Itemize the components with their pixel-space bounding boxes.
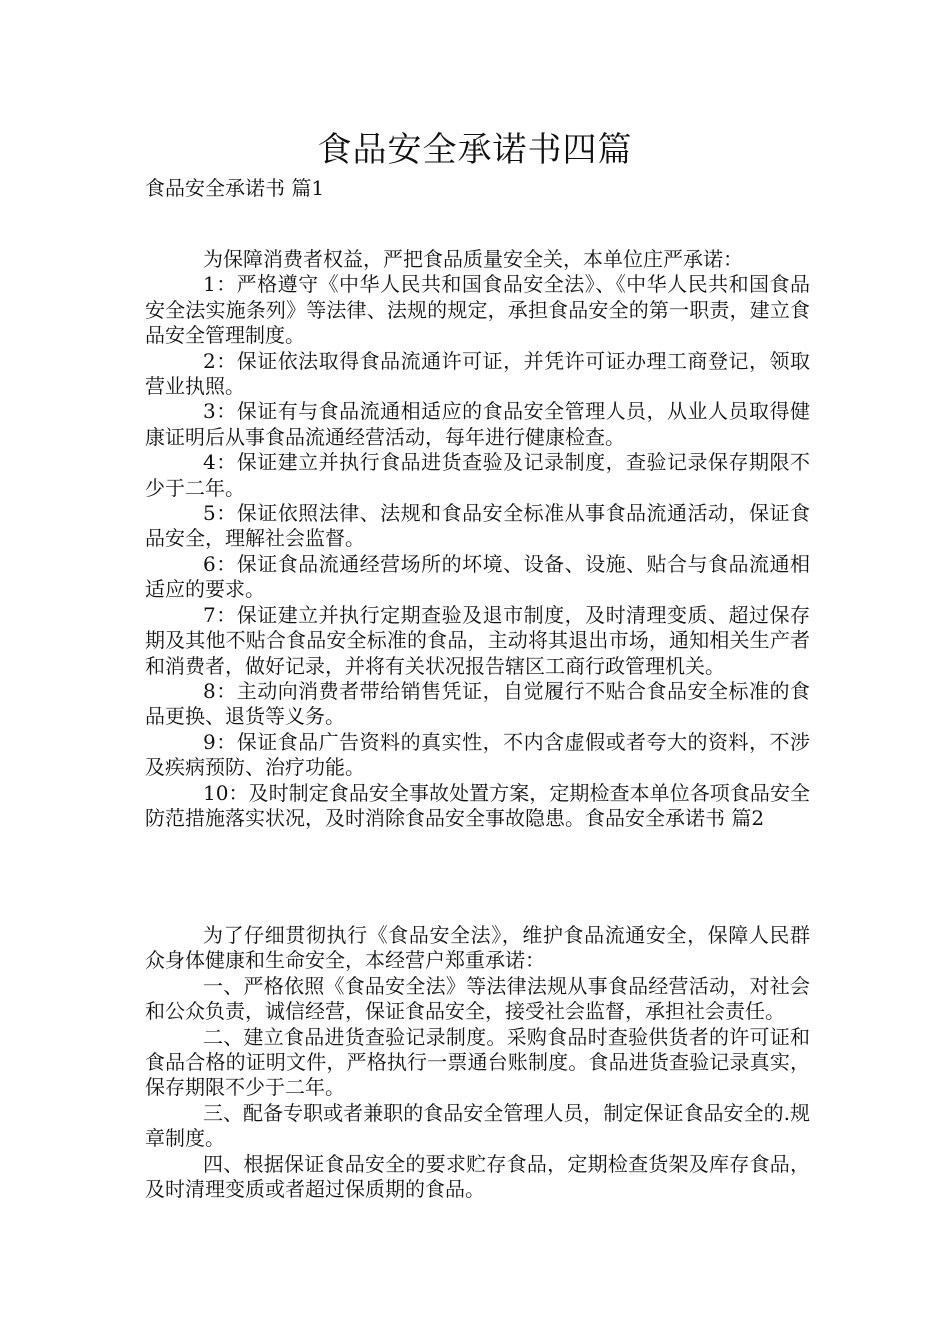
- paragraph: 三、配备专职或者兼职的食品安全管理人员，制定保证食品安全的.规章制度。: [145, 1100, 810, 1151]
- section-heading-1: 食品安全承诺书 篇1: [145, 176, 325, 200]
- paragraph: 5：保证依照法律、法规和食品安全标准从事食品流通活动，保证食品安全，理解社会监督。: [145, 501, 810, 551]
- section-heading-2: 食品安全承诺书 篇2: [585, 805, 765, 830]
- paragraph: 为保障消费者权益，严把食品质量安全关，本单位庄严承诺：: [203, 247, 743, 271]
- paragraph: 3：保证有与食品流通相适应的食品安全管理人员，从业人员取得健康证明后从事食品流通经营活动，每年进行健康检查。: [145, 399, 810, 449]
- paragraph: 7：保证建立并执行定期查验及退市制度，及时清理变质、超过保存期及其他不贴合食品安全标准的食品，主动将其退出市场，通知相关生产者和消费者，做好记录，并将有关状况报告辖区工商行政管理机关。: [145, 602, 810, 678]
- paragraph: 1：严格遵守《中华人民共和国食品安全法》、《中华人民共和国食品安全法实施条列》等法律、法规的规定，承担食品安全的第一职责，建立食品安全管理制度。: [145, 272, 810, 348]
- paragraph: 为了仔细贯彻执行《食品安全法》，维护食品流通安全，保障人民群众身体健康和生命安全，本经营户郑重承诺：: [145, 923, 810, 973]
- paragraph: 二、建立食品进货查验记录制度。采购食品时查验供货者的许可证和食品合格的证明文件，严格执行一票通台账制度。食品进货查验记录真实，保存期限不少于二年。: [145, 1024, 810, 1100]
- paragraph: 10：及时制定食品安全事故处置方案，定期检查本单位各项食品安全防范措施落实状况，及时消除食品安全事故隐患。: [145, 780, 810, 830]
- section-2-body: [145, 923, 810, 1202]
- paragraph: 2：保证依法取得食品流通许可证，并凭许可证办理工商登记，领取营业执照。: [145, 348, 810, 399]
- section-1-body: [145, 247, 810, 831]
- paragraph: 9：保证食品广告资料的真实性，不内含虚假或者夸大的资料，不涉及疾病预防、治疗功能。: [145, 729, 810, 780]
- paragraph: 4：保证建立并执行食品进货查验及记录制度，查验记录保存期限不少于二年。: [145, 450, 810, 500]
- paragraph: 四、根据保证食品安全的要求贮存食品，定期检查货架及库存食品，及时清理变质或者超过保质期的食品。: [145, 1151, 810, 1202]
- paragraph: 8：主动向消费者带给销售凭证，自觉履行不贴合食品安全标准的食品更换、退货等义务。: [145, 678, 810, 729]
- paragraph-with-inline-heading: [145, 781, 810, 832]
- document-title: 食品安全承诺书四篇: [317, 130, 633, 170]
- paragraph: 一、严格依照《食品安全法》等法律法规从事食品经营活动，对社会和公众负责，诚信经营，保证食品安全，接受社会监督，承担社会责任。: [145, 973, 810, 1024]
- paragraph: 6：保证食品流通经营场所的坏境、设备、设施、贴合与食品流通相适应的要求。: [145, 551, 810, 602]
